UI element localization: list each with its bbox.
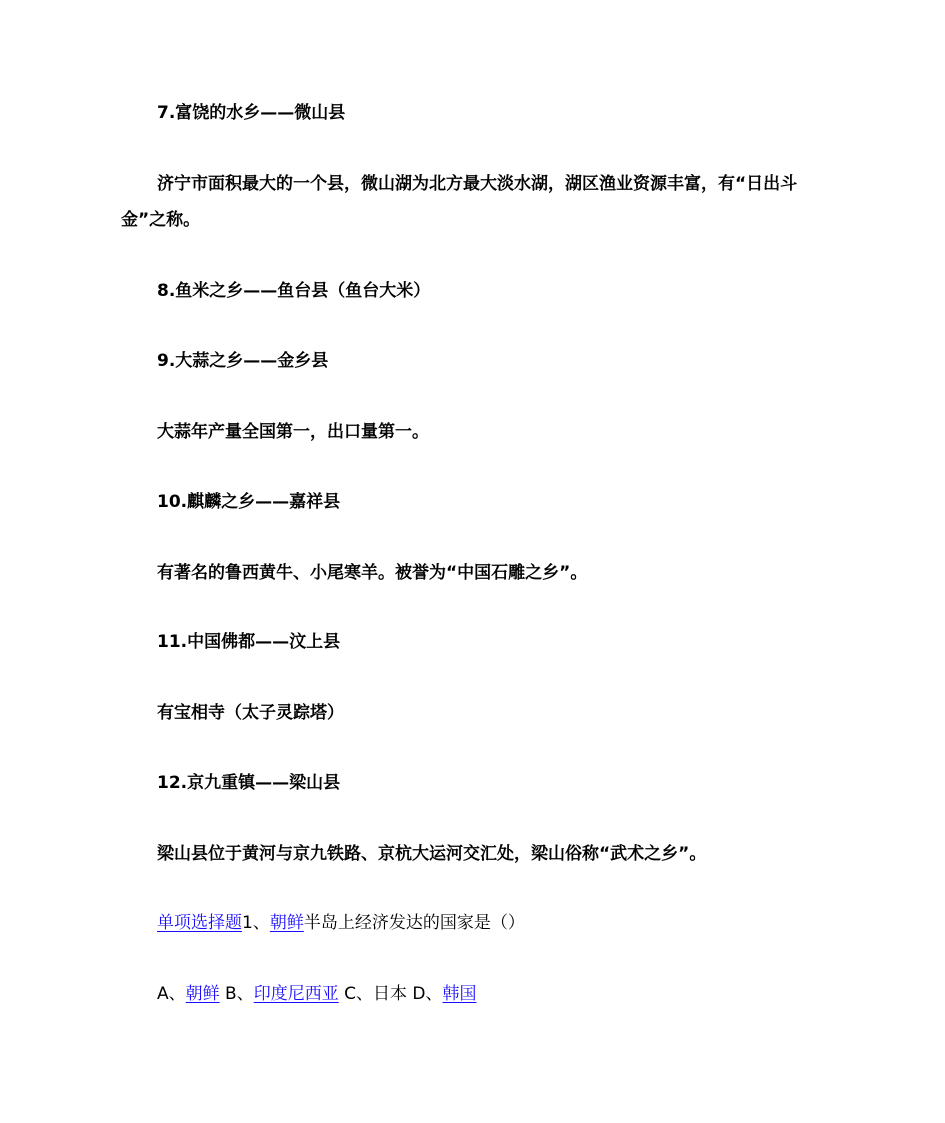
question-stem: [157, 905, 525, 941]
paragraph-jiaxiang: 有著名的鲁西黄牛、小尾寒羊。被誉为“中国石雕之乡”。: [157, 563, 588, 583]
option-b-link[interactable]: 印度尼西亚: [253, 984, 339, 1004]
paragraph-wenshang: 有宝相寺（太子灵踪塔）: [157, 703, 344, 723]
option-a-link[interactable]: 朝鲜: [185, 984, 220, 1004]
question-options: [157, 976, 477, 1012]
heading-weishan: 7.富饶的水乡——微山县: [157, 103, 346, 123]
heading-wenshang: 11.中国佛都——汶上县: [157, 632, 341, 652]
paragraph-jinxiang: 大蒜年产量全国第一，出口量第一。: [157, 422, 429, 442]
option-d-prefix: D、: [412, 984, 443, 1004]
option-c: C、日本: [344, 984, 407, 1004]
paragraph-weishan: 济宁市面积最大的一个县，微山湖为北方最大淡水湖，湖区渔业资源丰富，有“日出斗金”之称。: [121, 174, 798, 230]
paragraph-liangshan: 梁山县位于黄河与京九铁路、京杭大运河交汇处，梁山俗称“武术之乡”。: [157, 844, 707, 864]
topic-link-korea[interactable]: 朝鲜: [269, 913, 304, 933]
option-a-prefix: A、: [157, 984, 186, 1004]
question-text: 半岛上经济发达的国家是（）: [303, 913, 525, 933]
question-number: 1、: [242, 913, 270, 933]
heading-yutai: 8.鱼米之乡——鱼台县（鱼台大米）: [157, 281, 431, 301]
question-type-link[interactable]: 单项选择题: [157, 913, 242, 933]
option-b-prefix: B、: [225, 984, 254, 1004]
heading-liangshan: 12.京九重镇——梁山县: [157, 773, 341, 793]
option-d-link[interactable]: 韩国: [442, 984, 477, 1004]
heading-jiaxiang: 10.麒麟之乡——嘉祥县: [157, 492, 341, 512]
heading-jinxiang: 9.大蒜之乡——金乡县: [157, 351, 329, 371]
